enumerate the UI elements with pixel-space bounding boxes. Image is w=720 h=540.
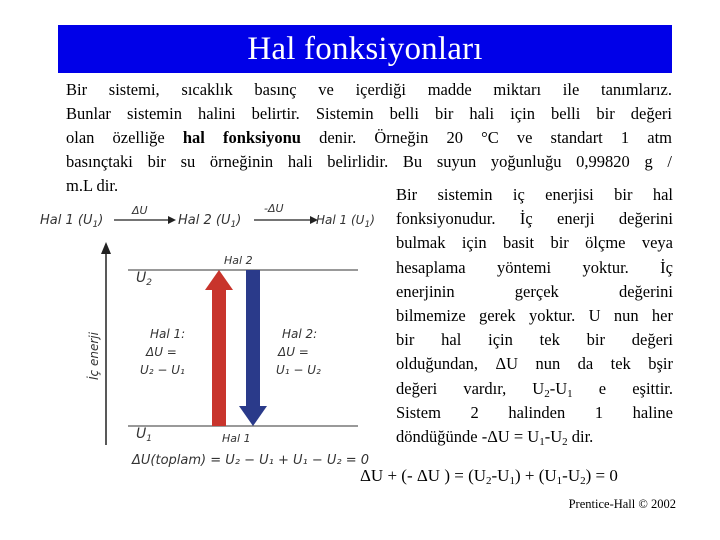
up-arrow-head xyxy=(205,270,233,290)
energy-axis-head xyxy=(101,242,111,254)
subscript: 1 xyxy=(567,387,573,400)
energy-diagram xyxy=(28,190,375,480)
down-arrow-head xyxy=(239,406,267,426)
right-line-9 xyxy=(396,377,673,401)
para-line-5: m.L dir. xyxy=(66,176,119,195)
right-text: dir. xyxy=(567,427,594,447)
top-mid-label: Hal 2 $(U_1)$ xyxy=(178,213,242,230)
right-line-1: Bir sistemin iç enerjisi bir hal xyxy=(396,185,673,204)
top-right-label: Hal 1 $(U_1)$ xyxy=(316,213,375,230)
left-box-line-1: Hal 1: xyxy=(150,327,186,341)
up-arrow-shaft xyxy=(212,288,226,426)
right-box-line-2: ΔU = xyxy=(278,345,309,359)
top-left-label: Hal 1 $(U_1)$ xyxy=(40,213,104,230)
eq-sub: 2 xyxy=(580,475,586,487)
right-paragraph xyxy=(396,183,673,449)
top-arrow-1-label: ΔU xyxy=(132,204,148,217)
bottom-equation: ΔU(toplam) = U₂ − U₁ + U₁ − U₂ = 0 xyxy=(132,453,370,468)
eq-part: -U xyxy=(491,466,510,485)
para-line-4: basınçtaki bir su örneğinin hali belirlidir. Bu suyun yoğunluğu 0,99820 g / xyxy=(66,152,672,171)
para-text: olan özelliğe xyxy=(66,128,183,147)
eq-sub: 2 xyxy=(486,475,492,487)
eq-part: ) = 0 xyxy=(585,466,618,485)
right-line-7: bir hal için tek bir değeri xyxy=(396,330,673,350)
credit-text: Prentice-Hall © 2002 xyxy=(568,497,676,511)
top-arrow-2-label: -ΔU xyxy=(264,202,284,215)
right-line-11 xyxy=(396,425,673,449)
right-line-2: fonksiyonudur. İç enerji değerini xyxy=(396,209,673,229)
right-text: e eşittir. xyxy=(572,378,673,398)
subscript: 2 xyxy=(544,387,550,400)
right-box-line-3: U₁ − U₂ xyxy=(276,363,321,377)
right-text: değeri vardır, U xyxy=(396,378,545,398)
hal1-bottom-label: Hal 1 xyxy=(222,432,251,445)
right-line-6: bilmemize gerek yoktur. U nun her xyxy=(396,306,673,326)
u1-label: $U_1$ xyxy=(136,426,152,444)
right-line-8: olduğundan, ΔU nun da tek bşir xyxy=(396,354,673,374)
left-box xyxy=(140,327,185,377)
right-line-3: bulmak için basit bir ölçme veya xyxy=(396,233,673,253)
title-bar xyxy=(58,25,672,73)
left-box-line-2: ΔU = xyxy=(146,345,177,359)
right-line-5: enerjinin gerçek değerini xyxy=(396,281,673,301)
eq-part: -U xyxy=(562,466,581,485)
highlighted-term: hal fonksiyonu xyxy=(182,128,301,147)
axis-label: İç enerji xyxy=(87,332,101,380)
hal2-label: Hal 2 xyxy=(224,254,253,267)
energy-diagram-svg xyxy=(28,190,375,480)
eq-part: ΔU + (- ΔU ) = (U xyxy=(360,466,487,485)
left-box-line-3: U₂ − U₁ xyxy=(140,363,185,377)
summary-equation xyxy=(360,466,618,486)
down-arrow-shaft xyxy=(246,270,260,408)
slide-title: Hal fonksiyonları xyxy=(247,30,483,67)
eq-part: ) + (U xyxy=(514,466,557,485)
intro-paragraph xyxy=(66,78,672,198)
subscript: 2 xyxy=(562,436,568,449)
u2-label: $U_2$ xyxy=(136,270,152,288)
right-box-line-1: Hal 2: xyxy=(282,327,318,341)
right-box xyxy=(276,327,321,377)
top-arrow-1-head xyxy=(168,216,176,224)
eq-sub: 1 xyxy=(509,475,515,487)
right-text: döndüğünde -ΔU = U xyxy=(396,427,540,447)
right-text: -U xyxy=(544,427,563,447)
right-line-4: hesaplama yöntemi yoktur. İç xyxy=(396,257,673,277)
eq-sub: 1 xyxy=(556,475,563,487)
right-line-10: Sistem 2 halinden 1 haline xyxy=(396,402,673,422)
para-line-1: Bir sistemi, sıcaklık basınç ve içerdiği madde miktarı ile tanımlarız. xyxy=(66,80,672,99)
para-text: denir. Örneğin 20 °C ve standart 1 atm xyxy=(300,128,672,147)
subscript: 1 xyxy=(539,436,545,449)
right-text: -U xyxy=(549,378,568,398)
para-line-3 xyxy=(66,126,672,150)
para-line-2: Bunlar sistemin halini belirtir. Sistemin belli bir hali için belli bir değeri xyxy=(66,104,672,123)
